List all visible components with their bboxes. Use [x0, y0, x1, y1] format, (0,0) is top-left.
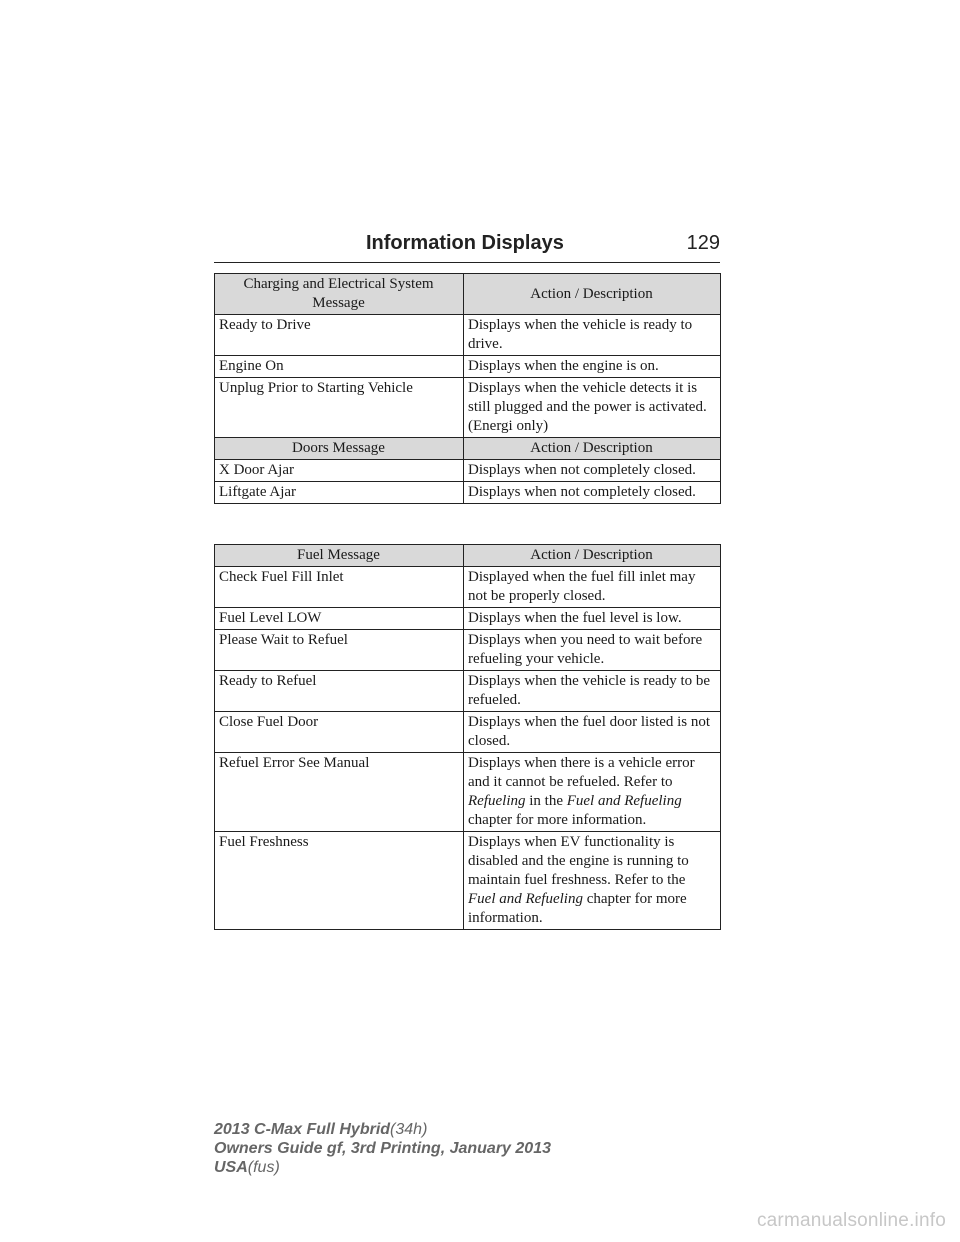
message-cell: X Door Ajar — [215, 460, 464, 482]
message-cell: Engine On — [215, 356, 464, 378]
description-cell: Displays when the fuel level is low. — [464, 608, 721, 630]
message-cell: Fuel Freshness — [215, 832, 464, 930]
table-header-row — [215, 438, 721, 460]
column-header-action: Action / Description — [464, 545, 721, 567]
description-cell: Displays when the engine is on. — [464, 356, 721, 378]
chapter-reference: Fuel and Refueling — [566, 793, 682, 809]
site-watermark: carmanualsonline.info — [756, 1210, 946, 1231]
fuel-table — [214, 544, 721, 930]
footer-market: USA — [214, 1159, 248, 1176]
footer-model-code: (34h) — [390, 1121, 428, 1138]
footer-line-guide — [214, 1139, 551, 1158]
message-cell: Check Fuel Fill Inlet — [215, 567, 464, 608]
message-cell: Refuel Error See Manual — [215, 753, 464, 832]
message-cell: Close Fuel Door — [215, 712, 464, 753]
refer-to-text: Refer to — [623, 774, 673, 790]
description-cell: Displays when the vehicle is ready to drive. — [464, 315, 721, 356]
footer-market-code: (fus) — [247, 1159, 280, 1176]
message-cell: Fuel Level LOW — [215, 608, 464, 630]
footer-line-model — [214, 1120, 551, 1139]
chapter-tail-text: chapter for more information. — [468, 812, 647, 828]
table-row — [215, 378, 721, 438]
table-header-row — [215, 545, 721, 567]
footer-guide: Owners Guide gf, 3rd Printing, January 2013 — [214, 1140, 551, 1157]
description-cell: Displays when the vehicle detects it is still plugged and the power is activated. (Energi only) — [464, 378, 721, 438]
footer-model: 2013 C-Max Full Hybrid — [214, 1121, 391, 1138]
charging-electrical-table — [214, 273, 721, 438]
table-row — [215, 460, 721, 482]
table-row — [215, 712, 721, 753]
message-cell: Unplug Prior to Starting Vehicle — [215, 378, 464, 438]
refer-to-text: Refer to the — [614, 872, 686, 888]
table-row — [215, 567, 721, 608]
description-cell: Displays when not completely closed. — [464, 482, 721, 504]
page-header — [214, 228, 720, 263]
print-footer — [214, 1120, 551, 1177]
description-cell: Displayed when the fuel fill inlet may not be properly closed. — [464, 567, 721, 608]
footer-line-market — [214, 1158, 551, 1177]
column-header-message: Fuel Message — [215, 545, 464, 567]
column-header-action: Action / Description — [464, 274, 721, 315]
refueling-reference: Refueling — [468, 793, 526, 809]
description-cell — [464, 753, 721, 832]
table-row — [215, 482, 721, 504]
table-row — [215, 630, 721, 671]
description-cell: Displays when the fuel door listed is not closed. — [464, 712, 721, 753]
message-cell: Liftgate Ajar — [215, 482, 464, 504]
column-header-message: Doors Message — [215, 438, 464, 460]
table-row — [215, 315, 721, 356]
message-cell: Please Wait to Refuel — [215, 630, 464, 671]
page-number: 129 — [686, 232, 720, 254]
table-header-row — [215, 274, 721, 315]
chapter-tail-text: chapter for more information. — [468, 891, 687, 926]
message-cell: Ready to Drive — [215, 315, 464, 356]
section-title: Information Displays — [366, 232, 564, 254]
table-row — [215, 671, 721, 712]
description-text: Displays when EV functionality is disabled and the engine is running to maintain fuel freshness. — [468, 834, 689, 888]
doors-table — [214, 437, 721, 504]
column-header-message: Charging and Electrical System Message — [215, 274, 464, 315]
message-cell: Ready to Refuel — [215, 671, 464, 712]
table-row — [215, 832, 721, 930]
description-cell: Displays when the vehicle is ready to be refueled. — [464, 671, 721, 712]
description-cell — [464, 832, 721, 930]
chapter-reference: Fuel and Refueling — [468, 891, 583, 907]
table-row — [215, 753, 721, 832]
column-header-action: Action / Description — [464, 438, 721, 460]
table-row — [215, 608, 721, 630]
description-cell: Displays when you need to wait before refueling your vehicle. — [464, 630, 721, 671]
in-the-text: in the — [529, 793, 563, 809]
description-text: Displays when there is a vehicle error and it cannot be refueled. — [468, 755, 695, 790]
description-cell: Displays when not completely closed. — [464, 460, 721, 482]
table-row — [215, 356, 721, 378]
